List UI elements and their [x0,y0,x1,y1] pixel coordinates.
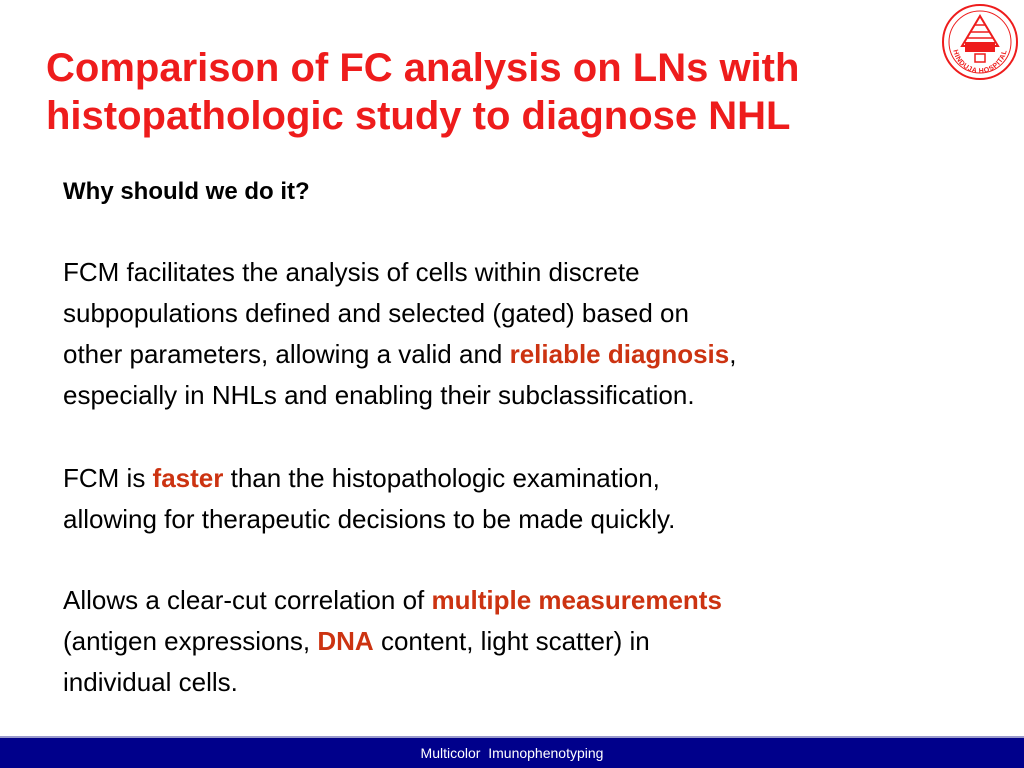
highlight-multiple-measurements: multiple measurements [431,585,722,615]
paragraph-line: individual cells. [63,667,238,697]
paragraph-line: FCM facilitates the analysis of cells within discrete [63,257,640,287]
text-segment: Allows a clear-cut correlation of [63,585,432,615]
text-segment: FCM is [63,463,153,493]
text-segment: , [729,339,737,369]
paragraph-line: especially in NHLs and enabling their subclassification. [63,380,695,410]
slide-title-line-2: histopathologic study to diagnose NHL [46,94,791,138]
paragraph-faster [63,458,963,540]
paragraph-line: subpopulations defined and selected (gated) based on [63,298,689,328]
footer-text: Multicolor Imunophenotyping [420,745,604,761]
paragraph-line [63,621,963,662]
highlight-faster: faster [152,463,224,493]
text-segment: (antigen expressions, [63,626,318,656]
text-segment: than the histopathologic examination, [223,463,660,493]
hospital-logo-graphic [940,2,1020,82]
paragraph-line [63,334,963,375]
text-segment: other parameters, allowing a valid and [63,339,510,369]
paragraph-line [63,580,963,621]
slide-title [46,44,926,140]
logo-text: HINDUJA HOSPITAL [951,49,1009,76]
text-segment: content, light scatter) in [373,626,650,656]
footer-bar [0,736,1024,768]
highlight-reliable-diagnosis: reliable diagnosis [509,339,730,369]
highlight-dna: DNA [317,626,374,656]
slide-title-line-1: Comparison of FC analysis on LNs with [46,46,800,90]
paragraph-reliable-diagnosis [63,252,963,416]
paragraph-multiple-measurements [63,580,963,703]
paragraph-line: allowing for therapeutic decisions to be made quickly. [63,504,676,534]
paragraph-line [63,458,963,499]
subheading: Why should we do it? [63,178,310,205]
hinduja-hospital-logo-icon [940,2,1020,82]
